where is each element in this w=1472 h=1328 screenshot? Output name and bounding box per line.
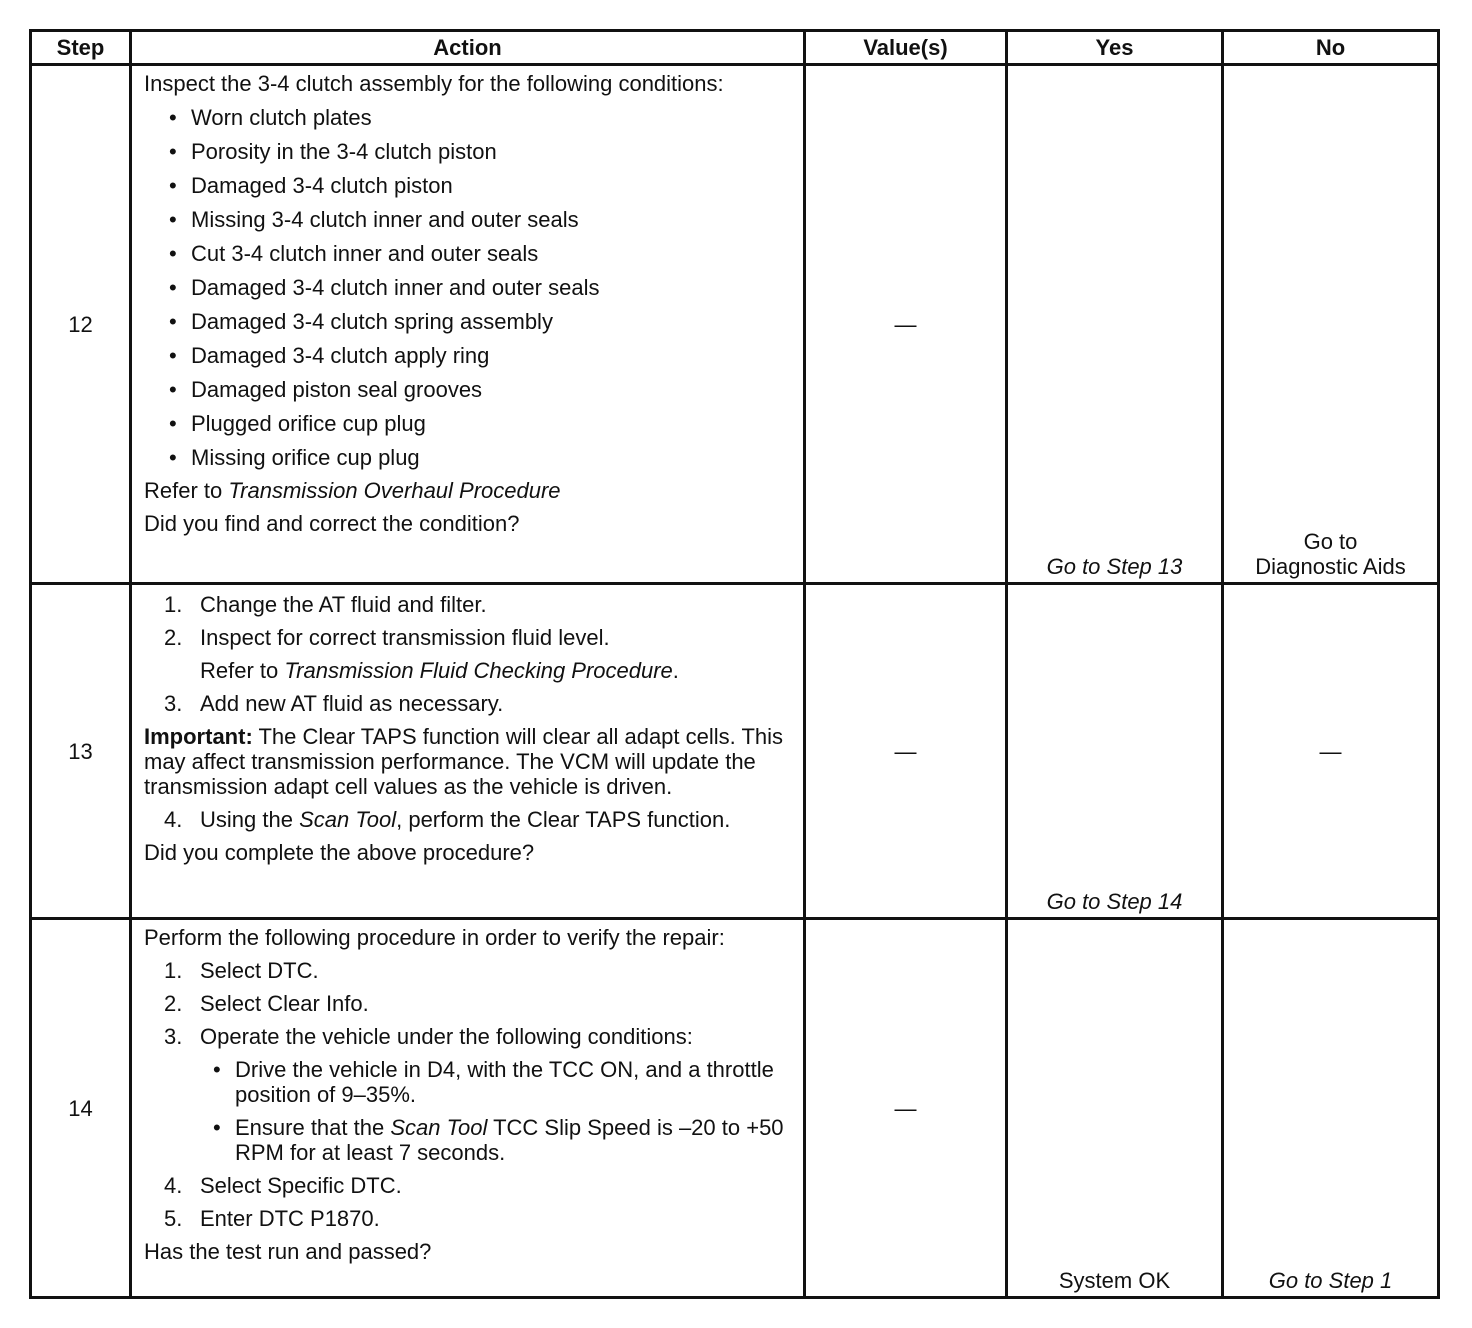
important-note: Important: The Clear TAPS function will clear all adapt cells. This may affect transmission performance. The VCM will update the transmission adapt cell values as the vehicle is driven. [144,724,784,799]
value-cell: — [805,919,1007,1298]
action-intro: Perform the following procedure in order to verify the repair: [144,925,725,950]
step-number: 12 [31,65,131,584]
list-item: 1. Select DTC. [164,958,319,983]
list-item: • Worn clutch plates [144,105,793,130]
value-cell: — [805,65,1007,584]
no-result: Go to Diagnostic Aids [1223,65,1439,584]
refer-line: Refer to Transmission Fluid Checking Procedure. [200,658,679,683]
no-result: Go to Step 1 [1223,919,1439,1298]
table-row-step-12 [31,65,1439,584]
header-action: Action [131,31,805,65]
yes-result: Go to Step 14 [1007,584,1223,919]
refer-line: Refer to Transmission Overhaul Procedure [144,478,561,503]
list-item: • Cut 3-4 clutch inner and outer seals [144,241,793,266]
question-text: Has the test run and passed? [144,1239,432,1264]
list-item: • Porosity in the 3-4 clutch piston [144,139,793,164]
table-row-step-13 [31,584,1439,919]
question-text: Did you complete the above procedure? [144,840,535,865]
header-step: Step [31,31,131,65]
step-number: 13 [31,584,131,919]
step-number: 14 [31,919,131,1298]
header-yes: Yes [1007,31,1223,65]
list-item: 4. Using the Scan Tool, perform the Clear TAPS function. [164,807,731,832]
action-cell [131,919,805,1298]
action-cell [131,584,805,919]
list-item: 2. Inspect for correct transmission fluid level. [164,625,610,650]
list-item: • Missing orifice cup plug [144,445,793,470]
list-item: • Plugged orifice cup plug [144,411,793,436]
condition-sublist [144,1057,793,1165]
value-cell: — [805,584,1007,919]
list-item: 1. Change the AT fluid and filter. [164,592,487,617]
list-item: • Damaged 3-4 clutch spring assembly [144,309,793,334]
header-values: Value(s) [805,31,1007,65]
list-item: • Missing 3-4 clutch inner and outer seals [144,207,793,232]
list-item: • Damaged 3-4 clutch apply ring [144,343,793,368]
list-item: 2. Select Clear Info. [164,991,369,1016]
diagnostic-table [29,29,1440,1299]
header-no: No [1223,31,1439,65]
list-item: • Ensure that the Scan Tool TCC Slip Speed is –20 to +50 RPM for at least 7 seconds. [144,1115,793,1165]
refer-procedure: Transmission Overhaul Procedure [228,478,561,503]
yes-result: Go to Step 13 [1007,65,1223,584]
list-item: • Damaged 3-4 clutch inner and outer seals [144,275,793,300]
list-item: 3. Operate the vehicle under the following conditions: [164,1024,693,1049]
list-item: 5. Enter DTC P1870. [164,1206,380,1231]
list-item: • Damaged 3-4 clutch piston [144,173,793,198]
list-item: 4. Select Specific DTC. [164,1173,402,1198]
table-row-step-14 [31,919,1439,1298]
list-item: • Drive the vehicle in D4, with the TCC ON, and a throttle position of 9–35%. [144,1057,793,1107]
action-cell [131,65,805,584]
list-item: • Damaged piston seal grooves [144,377,793,402]
list-item: 3. Add new AT fluid as necessary. [164,691,504,716]
refer-procedure: Transmission Fluid Checking Procedure [284,658,673,683]
yes-result: System OK [1007,919,1223,1298]
header-row [31,31,1439,65]
condition-list [144,105,793,470]
no-result: — [1223,584,1439,919]
question-text: Did you find and correct the condition? [144,511,520,536]
action-intro: Inspect the 3-4 clutch assembly for the following conditions: [144,71,724,96]
